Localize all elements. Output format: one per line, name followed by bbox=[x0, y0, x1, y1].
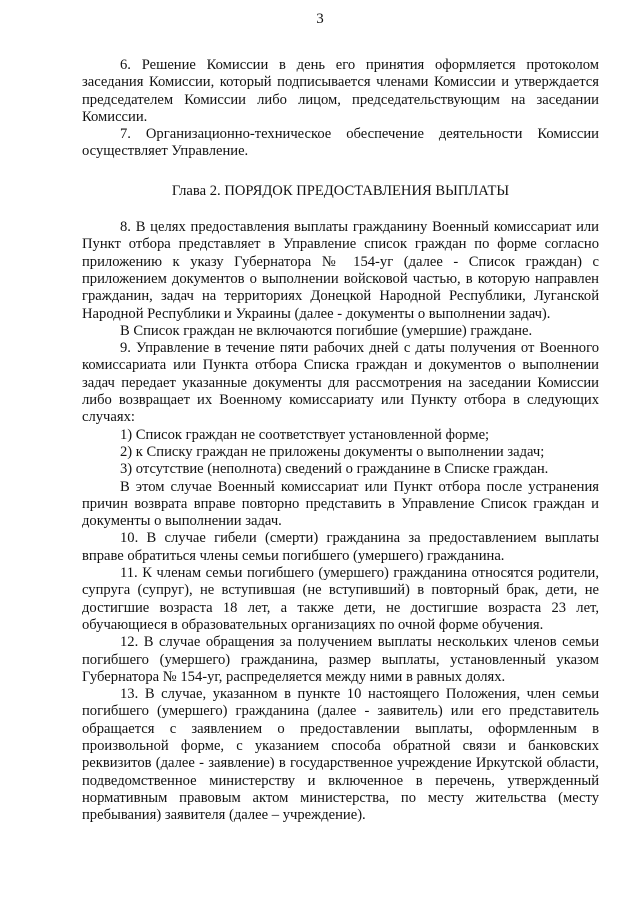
paragraph-8-note: В Список граждан не включаются погибшие (умершие) граждане. bbox=[120, 322, 533, 339]
paragraph-12: 12. В случае обращения за получением выплаты нескольких членов семьи погибшего (умершего) гражданина, размер выплаты, установленный указом Губернатора № 154-уг, распределяется между ними в равных долях. bbox=[82, 634, 599, 685]
chapter-title: Глава 2. ПОРЯДОК ПРЕДОСТАВЛЕНИЯ ВЫПЛАТЫ bbox=[171, 182, 510, 199]
paragraph-13: 13. В случае, указанном в пункте 10 настоящего Положения, член семьи погибшего (умершего) гражданина (далее - заявитель) или его представитель обращается с заявлением о предоставлении выплаты, оформленным в произвольной форме, с указанием способа обратной связи и банковских реквизитов (далее - заявление) в государственное учреждение Иркутской области, подведомственное министерству и включенное в перечень, утвержденный нормативным правовым актом министерства, по месту жительства (месту пребывания) заявителя (далее – учреждение). bbox=[82, 686, 599, 824]
paragraph-6: 6. Решение Комиссии в день его принятия оформляется протоколом заседания Комиссии, который подписывается членами Комиссии и утверждается председателем Комиссии либо лицом, председательствующим на заседании Комиссии. bbox=[82, 57, 599, 125]
list-item-3: 3) отсутствие (неполнота) сведений о гражданине в Списке граждан. bbox=[120, 461, 549, 478]
paragraph-8: 8. В целях предоставления выплаты гражданину Военный комиссариат или Пункт отбора представляет в Управление список граждан по форме согласно приложению к указу Губернатора № 154-уг (далее - Список граждан) с приложением документов о выполнении войсковой частью, в которую направлен гражданин, задач на территориях Донецкой Народной Республики, Луганской Народной Республики и Украины (далее - документы о выполнении задач). bbox=[82, 219, 599, 322]
paragraph-11: 11. К членам семьи погибшего (умершего) гражданина относятся родители, супруга (супруг), не вступившая (не вступивший) в повторный брак, дети, не достигшие возраста 18 лет, а также дети, не достигшие возраста 23 лет, обучающиеся в образовательных организациях по очной форме обучения. bbox=[82, 565, 599, 633]
document-body bbox=[82, 57, 599, 824]
page-number: 3 bbox=[316, 11, 324, 27]
paragraph-9: 9. Управление в течение пяти рабочих дней с даты получения от Военного комиссариата или Пункта отбора Списка граждан и документов о выполнении задач передает указанные документы для рассмотрения на заседании Комиссии либо возвращает их Военному комиссариату или Пункту отбора в следующих случаях: bbox=[82, 340, 599, 426]
list-item-1: 1) Список граждан не соответствует установленной форме; bbox=[120, 426, 490, 443]
paragraph-7: 7. Организационно-техническое обеспечение деятельности Комиссии осуществляет Управление. bbox=[82, 126, 599, 160]
list-item-2: 2) к Списку граждан не приложены документы о выполнении задач; bbox=[120, 443, 545, 460]
paragraph-9-note: В этом случае Военный комиссариат или Пункт отбора после устранения причин возврата вправе повторно представить в Управление Список граждан и документы о выполнении задач. bbox=[82, 478, 599, 530]
paragraph-10: 10. В случае гибели (смерти) гражданина за предоставлением выплаты вправе обратиться члены семьи погибшего (умершего) гражданина. bbox=[82, 530, 599, 564]
